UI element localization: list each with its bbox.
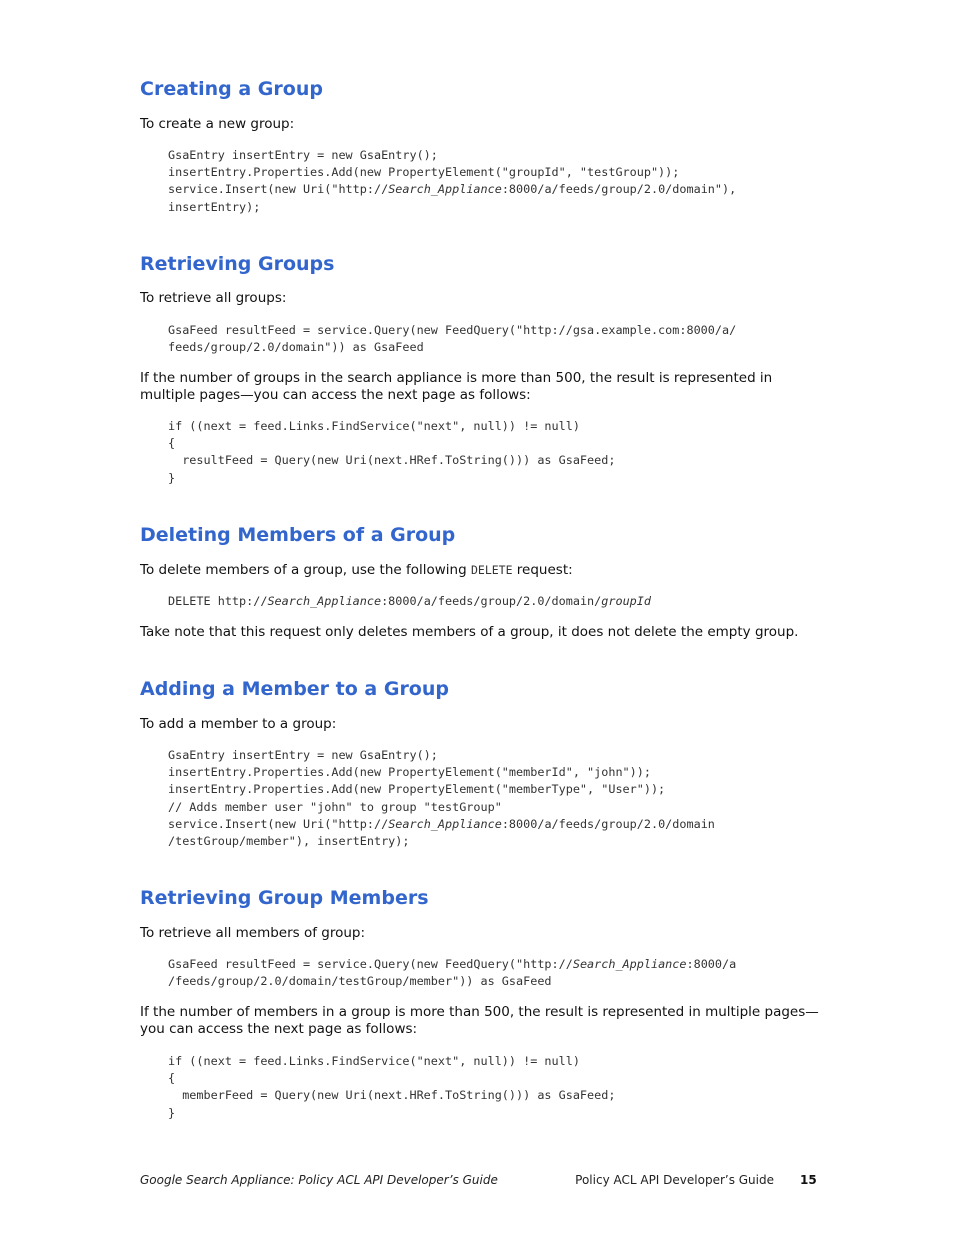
heading-adding-member: Adding a Member to a Group [140, 678, 449, 700]
code-adding-member: GsaEntry insertEntry = new GsaEntry(); insertEntry.Properties.Add(new PropertyElement("memberId", "john")); insertEntry.Properties.Add(new PropertyElement("memberType", "User")); // Adds member user "john" to group "testGroup" service.Insert(new Uri("http://Search_Appliance:8000/a/feeds/group/2.0/domain /testGroup/member"), insertEntry); [168, 748, 715, 849]
intro-deleting-members: To delete members of a group, use the following DELETE request: [140, 562, 573, 578]
intro-retrieving-members: To retrieve all members of group: [140, 925, 366, 941]
note-deleting-members: Take note that this request only deletes members of a group, it does not delete the empty group. [140, 624, 799, 640]
code-retrieving-members: GsaFeed resultFeed = service.Query(new FeedQuery("http://Search_Appliance:8000/a /feeds/group/2.0/domain/testGroup/member")) as GsaFeed [168, 957, 737, 989]
footer-doc-title: Google Search Appliance: Policy ACL API Developer’s Guide [140, 1173, 498, 1187]
code-retrieving-groups: GsaFeed resultFeed = service.Query(new FeedQuery("http://gsa.example.com:8000/a/ feeds/group/2.0/domain")) as GsaFeed [168, 323, 737, 355]
code-creating-group: GsaEntry insertEntry = new GsaEntry(); insertEntry.Properties.Add(new PropertyElement("groupId", "testGroup")); service.Insert(new Uri("http://Search_Appliance:8000/a/feeds/group/2.0/domain"), insertEntry); [168, 148, 737, 214]
heading-deleting-members: Deleting Members of a Group [140, 524, 456, 546]
page-number: 15 [800, 1173, 817, 1187]
note-retrieving-groups: If the number of groups in the search appliance is more than 500, the result is represented in multiple pages—you can access the next page as follows: [140, 370, 773, 403]
note-retrieving-members: If the number of members in a group is more than 500, the result is represented in multiple pages—you can access the next page as follows: [140, 1004, 819, 1037]
footer-guide-name: Policy ACL API Developer’s Guide [575, 1173, 774, 1187]
intro-creating-group: To create a new group: [140, 116, 295, 132]
intro-retrieving-groups: To retrieve all groups: [140, 290, 287, 306]
heading-creating-group: Creating a Group [140, 78, 323, 100]
code-retrieving-groups-next: if ((next = feed.Links.FindService("next", null)) != null) { resultFeed = Query(new Uri(next.HRef.ToString())) as GsaFeed; } [168, 419, 616, 485]
intro-adding-member: To add a member to a group: [140, 716, 337, 732]
code-retrieving-members-next: if ((next = feed.Links.FindService("next", null)) != null) { memberFeed = Query(new Uri(next.HRef.ToString())) as GsaFeed; } [168, 1054, 616, 1120]
heading-retrieving-groups: Retrieving Groups [140, 253, 335, 275]
heading-retrieving-members: Retrieving Group Members [140, 887, 429, 909]
code-deleting-members: DELETE http://Search_Appliance:8000/a/feeds/group/2.0/domain/groupId [168, 594, 651, 608]
